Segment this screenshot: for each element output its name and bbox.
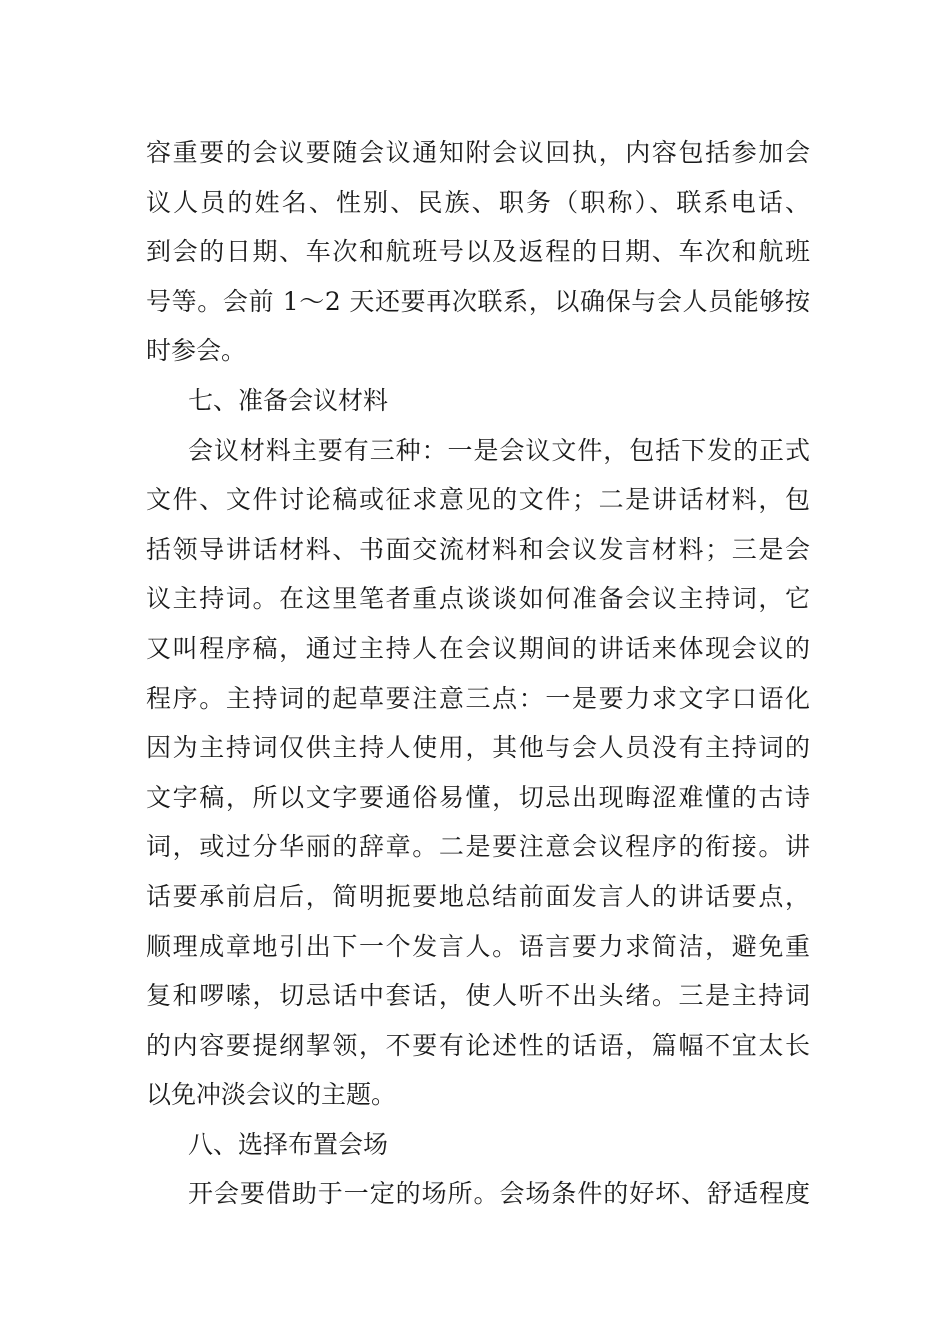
text-line: 到会的日期、车次和航班号以及返程的日期、车次和航班 — [146, 237, 810, 267]
text-line: 以免冲淡会议的主题。 — [146, 1080, 397, 1110]
text-line: 议人员的姓名、性别、民族、职务（职称）、联系电话、 — [146, 187, 810, 217]
text-line: 文字稿，所以文字要通俗易懂，切忌出现晦涩难懂的古诗 — [146, 782, 810, 812]
text-line: 程序。主持词的起草要注意三点：一是要力求文字口语化 — [146, 683, 810, 713]
text-line: 顺理成章地引出下一个发言人。语言要力求简洁，避免重 — [146, 931, 810, 961]
text-line: 话要承前启后，简明扼要地总结前面发言人的讲话要点， — [146, 881, 810, 911]
text-line: 会议材料主要有三种：一是会议文件，包括下发的正式 — [188, 435, 810, 465]
text-line: 开会要借助于一定的场所。会场条件的好坏、舒适程度 — [188, 1179, 810, 1209]
text-line: 文件、文件讨论稿或征求意见的文件；二是讲话材料，包 — [146, 485, 810, 515]
text-line: 又叫程序稿，通过主持人在会议期间的讲话来体现会议的 — [146, 633, 810, 663]
text-line: 括领导讲话材料、书面交流材料和会议发言材料；三是会 — [146, 534, 810, 564]
section-heading-8: 八、选择布置会场 — [188, 1129, 389, 1159]
text-line: 因为主持词仅供主持人使用，其他与会人员没有主持词的 — [146, 733, 810, 763]
section-heading-7: 七、准备会议材料 — [188, 385, 389, 415]
text-line: 的内容要提纲挈领，不要有论述性的话语，篇幅不宜太长 — [146, 1030, 810, 1060]
text-line: 议主持词。在这里笔者重点谈谈如何准备会议主持词，它 — [146, 584, 810, 614]
text-line: 容重要的会议要随会议通知附会议回执，内容包括参加会 — [146, 138, 810, 167]
text-line: 复和啰嗦，切忌话中套话，使人听不出头绪。三是主持词 — [146, 981, 810, 1011]
document-body — [146, 128, 810, 1219]
text-line: 号等。会前 1～2 天还要再次联系，以确保与会人员能够按 — [146, 286, 810, 316]
text-line: 词，或过分华丽的辞章。二是要注意会议程序的衔接。讲 — [146, 832, 810, 862]
text-line: 时参会。 — [146, 336, 247, 366]
